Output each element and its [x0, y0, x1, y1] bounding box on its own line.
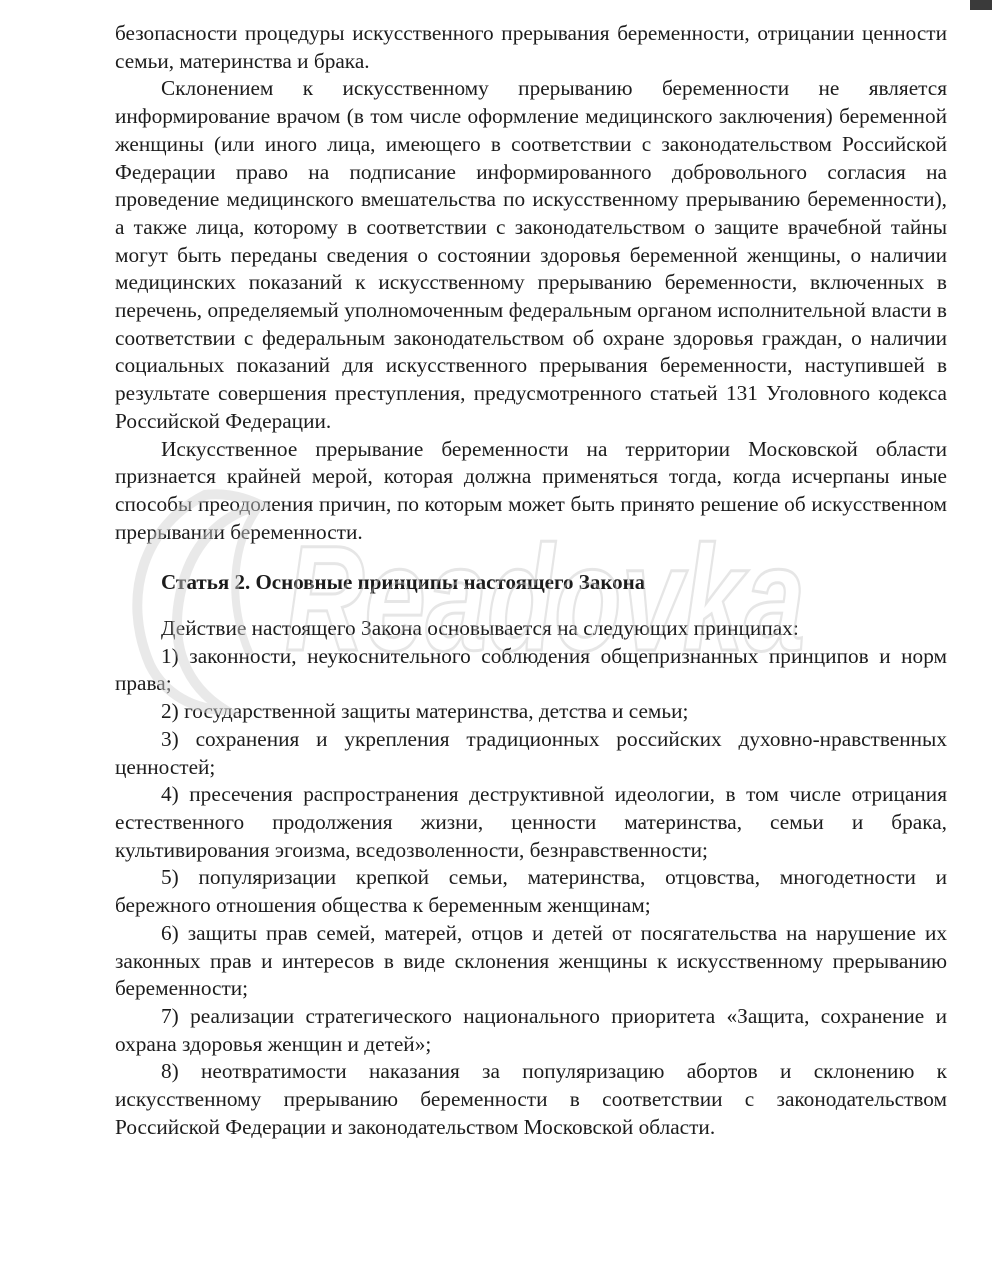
principle-item: 4) пресечения распространения деструктивной идеологии, в том числе отрицания естественного продолжения жизни, ценности материнства, семьи и брака, культивирования эгоизма, вседозволенности, безнравственности; [115, 782, 947, 862]
window-corner [970, 0, 992, 10]
paragraph-continuation: безопасности процедуры искусственного прерывания беременности, отрицании ценности семьи, материнства и брака. [115, 21, 947, 73]
principle-item: 6) защиты прав семей, матерей, отцов и детей от посягательства на нарушение их законных прав и интересов в виде склонения женщины к искусственному прерыванию беременности; [115, 920, 947, 1001]
document-page [115, 20, 947, 1141]
principle-item: 1) законности, неукоснительного соблюдения общепризнанных принципов и норм права; [115, 643, 947, 696]
principle-item: 2) государственной защиты материнства, детства и семьи; [161, 699, 689, 724]
paragraph-extreme-measure: Искусственное прерывание беременности на территории Московской области признается крайней мерой, которая должна применяться тогда, когда исчерпаны иные способы преодоления причин, по которым может быть принято решение об искусственном прерывании беременности. [115, 436, 947, 544]
article-heading: Статья 2. Основные принципы настоящего Закона [161, 570, 646, 595]
principle-item: 7) реализации стратегического национального приоритета «Защита, сохранение и охрана здоровья женщин и детей»; [115, 1003, 947, 1056]
top-border [0, 0, 992, 10]
principles-intro: Действие настоящего Закона основывается на следующих принципах: [161, 616, 799, 641]
principle-item: 5) популяризации крепкой семьи, материнства, отцовства, многодетности и бережного отношения общества к беременным женщинам; [115, 865, 947, 918]
watermark-text: Readovka [285, 514, 805, 682]
paragraph-persuasion-exception: Склонением к искусственному прерыванию беременности не является информирование врачом (в том числе оформление медицинского заключения) беременной женщины (или иного лица, имеющего в соответствии с законодательством Российской Федерации право на подписание информированного добровольного согласия на проведение медицинского вмешательства по искусственному прерыванию беременности), а также лица, которому в соответствии с законодательством о защите врачебной тайны могут быть переданы сведения о состоянии здоровья беременной женщины, о наличии медицинских показаний к искусственному прерыванию беременности, включенных в перечень, определяемый уполномоченным федеральным органом исполнительной власти в соответствии с федеральным законодательством об охране здоровья граждан, о наличии социальных показаний для искусственного прерывания беременности, наступившей в результате совершения преступления, предусмотренного статьей 131 Уголовного кодекса Российской Федерации. [115, 76, 947, 433]
principle-item: 3) сохранения и укрепления традиционных российских духовно-нравственных ценностей; [115, 726, 947, 779]
principle-item: 8) неотвратимости наказания за популяризацию абортов и склонению к искусственному прерыванию беременности в соответствии с законодательством Российской Федерации и законодательством Московской области. [115, 1059, 947, 1139]
